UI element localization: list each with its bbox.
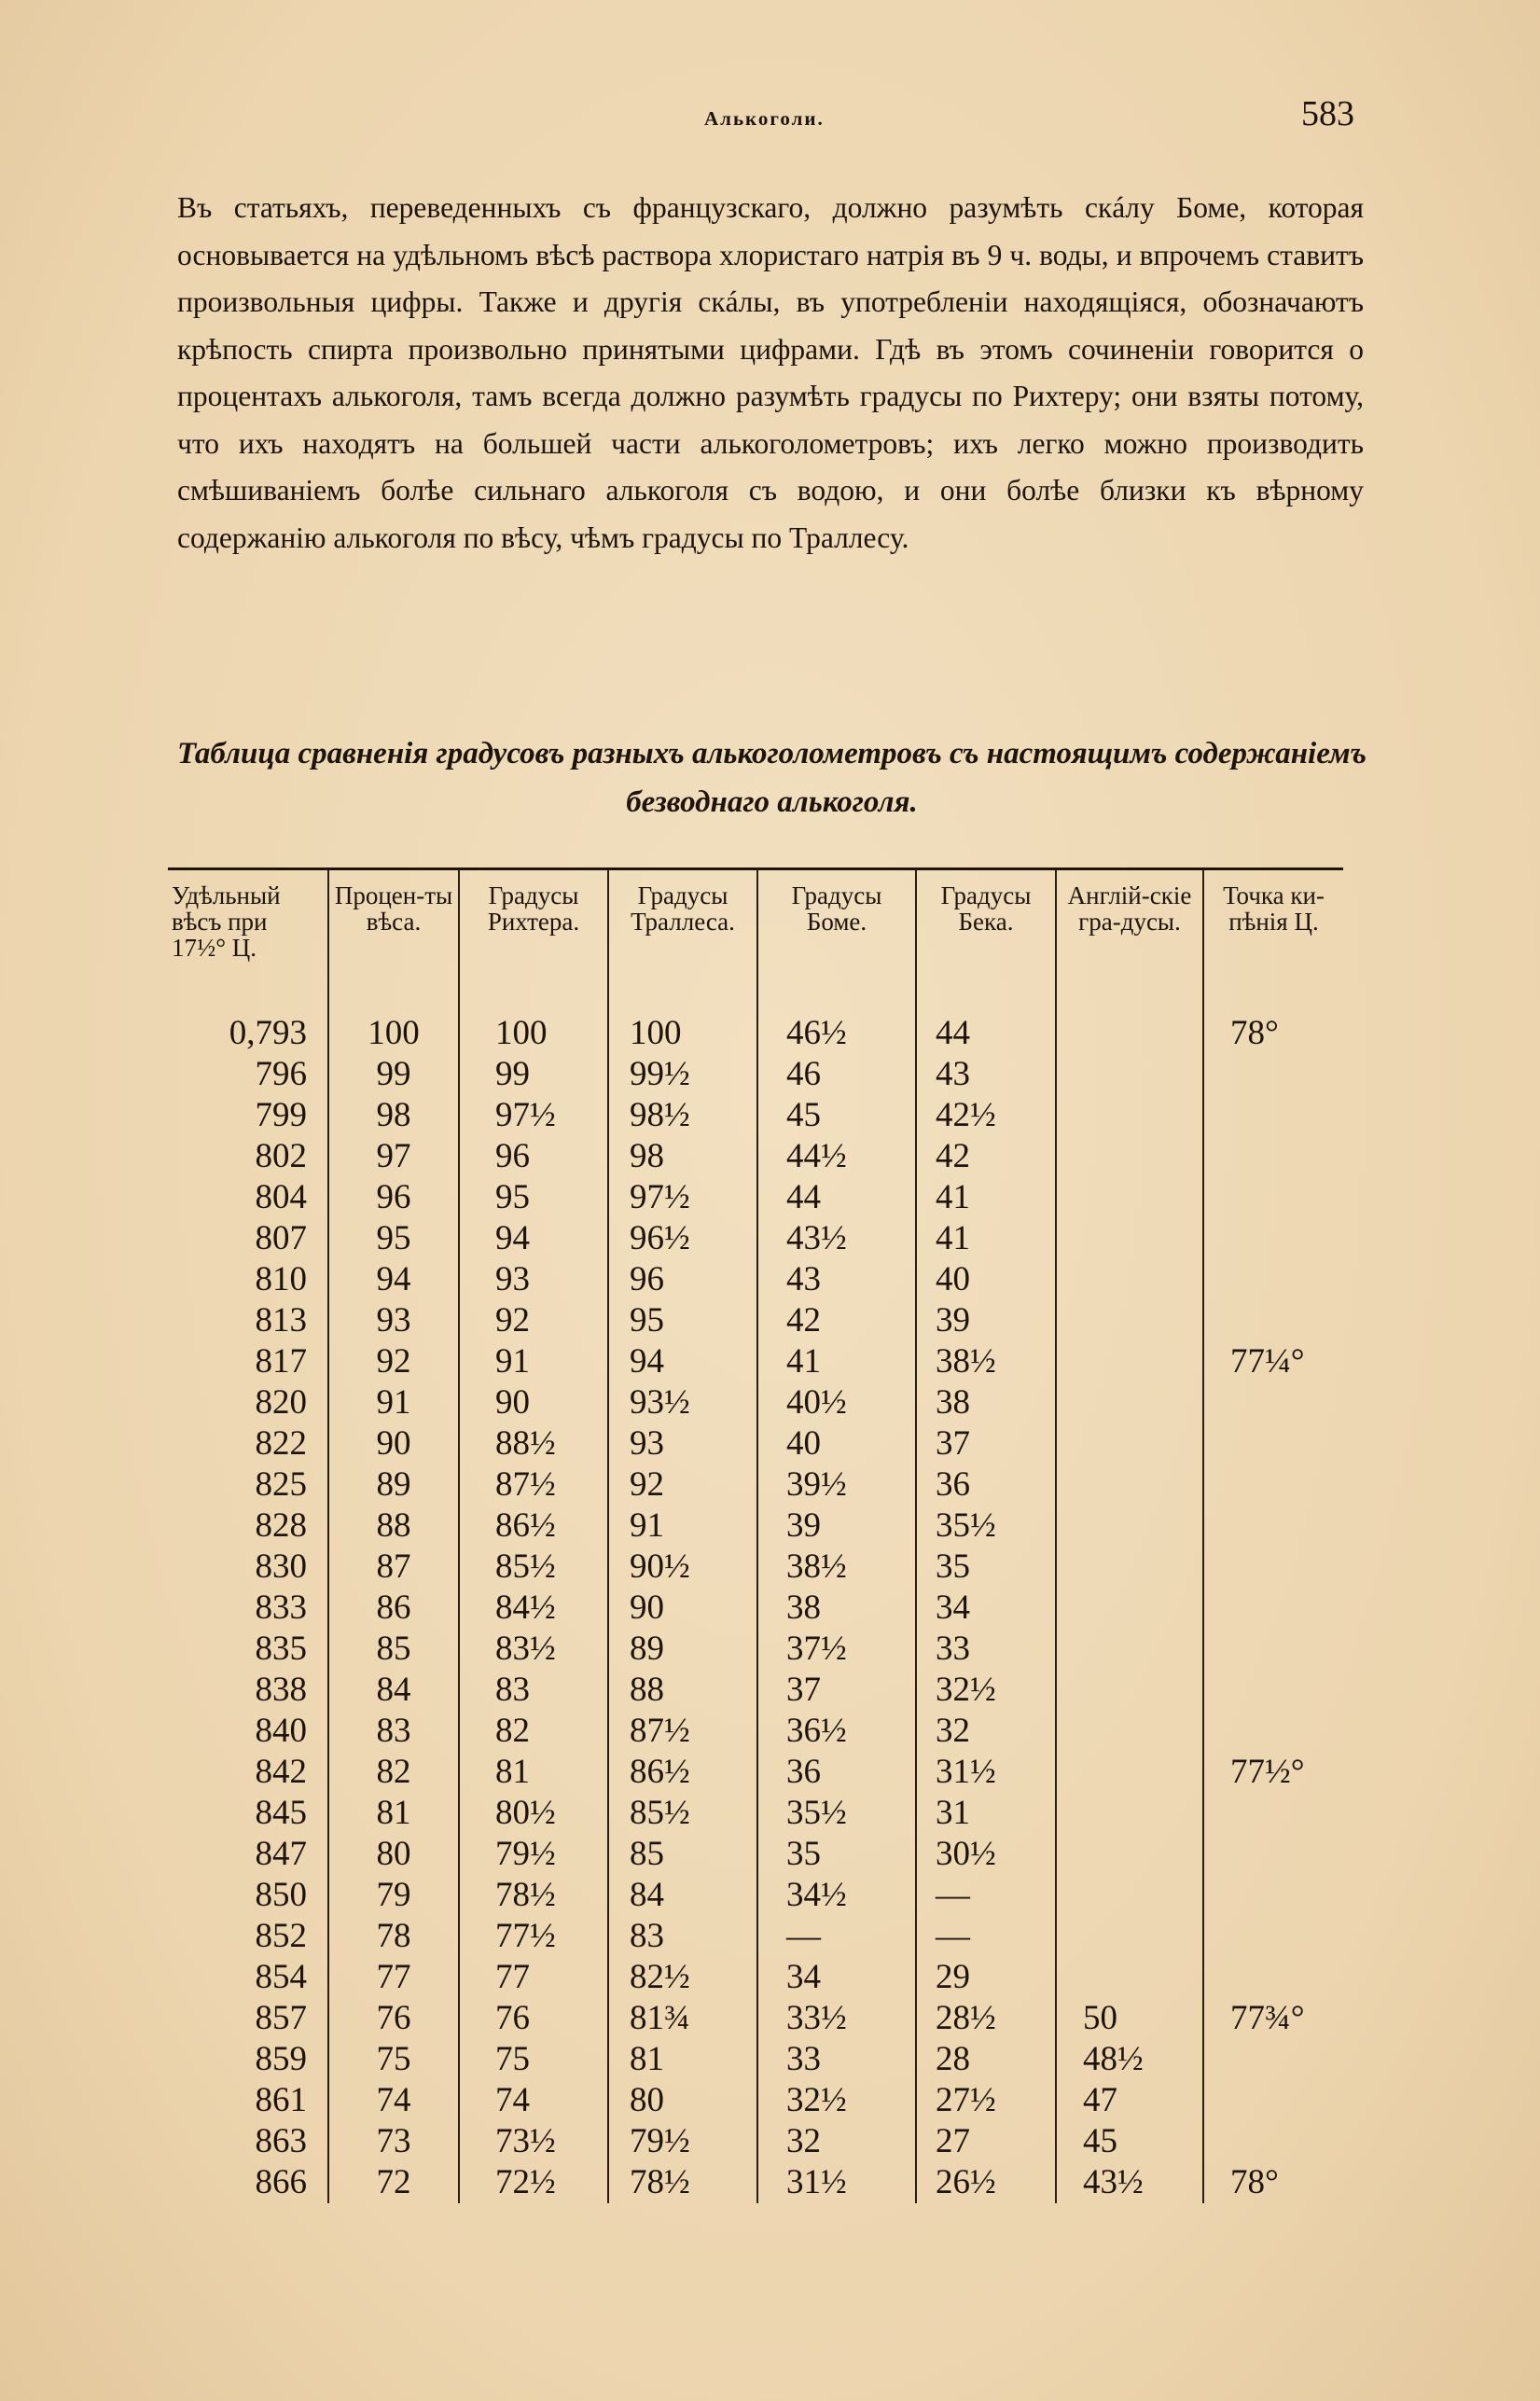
table-cell: 43 bbox=[916, 1054, 1056, 1095]
table-header-row bbox=[168, 869, 1343, 1013]
table-cell bbox=[1056, 1916, 1203, 1957]
table-cell: 866 bbox=[255, 2163, 307, 2201]
column-header: Градусы Боме. bbox=[757, 869, 916, 1013]
table-cell: 44 bbox=[916, 1013, 1056, 1054]
table-cell bbox=[1203, 2039, 1343, 2080]
table-cell: 32½ bbox=[916, 1670, 1056, 1711]
table-cell bbox=[1203, 1382, 1343, 1423]
table-cell: 28 bbox=[916, 2039, 1056, 2080]
table-cell: 46½ bbox=[757, 1013, 916, 1054]
table-cell: 77¼° bbox=[1203, 1341, 1343, 1382]
table-cell: 98 bbox=[608, 1136, 757, 1177]
table-row bbox=[168, 1629, 1343, 1670]
table-cell: 29 bbox=[916, 1957, 1056, 1998]
table-row bbox=[168, 2080, 1343, 2121]
table-cell: 85 bbox=[328, 1629, 459, 1670]
table-cell: 30½ bbox=[916, 1834, 1056, 1875]
table-cell: 48½ bbox=[1056, 2039, 1203, 2080]
table-cell: 33½ bbox=[757, 1998, 916, 2039]
table-cell: 38½ bbox=[757, 1547, 916, 1588]
table-cell: 87½ bbox=[459, 1464, 608, 1506]
table-cell: 90 bbox=[608, 1588, 757, 1629]
table-cell bbox=[1056, 1423, 1203, 1464]
table-cell bbox=[1056, 1629, 1203, 1670]
column-header: Градусы Рихтера. bbox=[459, 869, 608, 1013]
table-cell: 34½ bbox=[757, 1875, 916, 1916]
table-cell: 100 bbox=[608, 1013, 757, 1054]
table-cell: 822 bbox=[255, 1424, 307, 1463]
table-cell: 89 bbox=[328, 1464, 459, 1506]
column-header: Градусы Траллеса. bbox=[608, 869, 757, 1013]
table-cell: 45 bbox=[757, 1095, 916, 1136]
table-cell: 840 bbox=[255, 1712, 307, 1750]
table-cell: 97½ bbox=[459, 1095, 608, 1136]
table-cell: 43½ bbox=[1056, 2162, 1203, 2203]
table-cell: 852 bbox=[255, 1917, 307, 1955]
table-cell bbox=[1056, 1382, 1203, 1423]
table-row bbox=[168, 1752, 1343, 1793]
table-cell: 77½ bbox=[459, 1916, 608, 1957]
table-cell: 35 bbox=[757, 1834, 916, 1875]
table-cell: 76 bbox=[459, 1998, 608, 2039]
table-cell bbox=[1203, 1054, 1343, 1095]
table-row bbox=[168, 1711, 1343, 1752]
table-cell: 80 bbox=[328, 1834, 459, 1875]
table-cell: 94 bbox=[459, 1218, 608, 1259]
table-cell bbox=[1056, 1464, 1203, 1506]
table-cell: 93 bbox=[608, 1423, 757, 1464]
table-cell: 95 bbox=[459, 1177, 608, 1218]
table-caption: Таблица сравненія градусовъ разныхъ алькоголометровъ съ настоящимъ содержаніемъ безводнаго алькоголя. bbox=[176, 737, 1367, 819]
table-cell: 38 bbox=[757, 1588, 916, 1629]
table-cell: 91 bbox=[328, 1382, 459, 1423]
table-cell: 92 bbox=[608, 1464, 757, 1506]
table-cell: 47 bbox=[1056, 2080, 1203, 2121]
table-row bbox=[168, 1341, 1343, 1382]
table-cell: 77¾° bbox=[1203, 1998, 1343, 2039]
table-cell: 42½ bbox=[916, 1095, 1056, 1136]
table-cell: 807 bbox=[255, 1219, 307, 1257]
table-cell bbox=[1056, 1506, 1203, 1547]
table-cell: 90 bbox=[328, 1423, 459, 1464]
table-cell bbox=[1056, 1136, 1203, 1177]
table-cell: 50 bbox=[1056, 1998, 1203, 2039]
table-cell: 825 bbox=[255, 1465, 307, 1504]
table-cell: 34 bbox=[916, 1588, 1056, 1629]
table-cell: 77 bbox=[328, 1957, 459, 1998]
table-cell: 83 bbox=[328, 1711, 459, 1752]
table-cell: 80 bbox=[608, 2080, 757, 2121]
comparison-table bbox=[168, 869, 1343, 2222]
table-cell: 78° bbox=[1203, 1013, 1343, 1054]
table-cell: 33 bbox=[757, 2039, 916, 2080]
table-cell: 86 bbox=[328, 1588, 459, 1629]
table-cell: 0,793 bbox=[229, 1014, 307, 1052]
table-cell: 32½ bbox=[757, 2080, 916, 2121]
table-cell: 100 bbox=[459, 1013, 608, 1054]
table-body bbox=[168, 1013, 1343, 2203]
table-cell: 88 bbox=[608, 1670, 757, 1711]
table-cell: 38 bbox=[916, 1382, 1056, 1423]
table-cell: 87½ bbox=[608, 1711, 757, 1752]
table-cell: 44½ bbox=[757, 1136, 916, 1177]
table-cell bbox=[1056, 1711, 1203, 1752]
table-cell bbox=[1056, 1259, 1203, 1300]
table-cell: 39 bbox=[757, 1506, 916, 1547]
table-cell: 97 bbox=[328, 1136, 459, 1177]
table-cell bbox=[1056, 1588, 1203, 1629]
table-row bbox=[168, 1547, 1343, 1588]
table-cell bbox=[1056, 1957, 1203, 1998]
table-cell bbox=[1056, 1341, 1203, 1382]
table-cell: 81¾ bbox=[608, 1998, 757, 2039]
table-row bbox=[168, 2121, 1343, 2162]
table-cell: 90½ bbox=[608, 1547, 757, 1588]
table-cell: 45 bbox=[1056, 2121, 1203, 2162]
table-cell: 96 bbox=[459, 1136, 608, 1177]
table-cell bbox=[1203, 1259, 1343, 1300]
table-cell bbox=[1056, 1218, 1203, 1259]
table-cell: 95 bbox=[328, 1218, 459, 1259]
table-cell: 39 bbox=[916, 1300, 1056, 1341]
table-cell bbox=[1056, 1793, 1203, 1834]
table-cell bbox=[1203, 1177, 1343, 1218]
table-cell: 32 bbox=[757, 2121, 916, 2162]
table-cell bbox=[1056, 1752, 1203, 1793]
table-row bbox=[168, 1916, 1343, 1957]
table-cell: 94 bbox=[328, 1259, 459, 1300]
table-cell: 35½ bbox=[757, 1793, 916, 1834]
table-cell: 817 bbox=[255, 1342, 307, 1381]
table-cell bbox=[1056, 1834, 1203, 1875]
table-cell: 81 bbox=[328, 1793, 459, 1834]
table-cell: 27 bbox=[916, 2121, 1056, 2162]
table-cell: 42 bbox=[916, 1136, 1056, 1177]
table-cell: 31½ bbox=[757, 2162, 916, 2203]
table-cell bbox=[1203, 2121, 1343, 2162]
table-cell: 833 bbox=[255, 1589, 307, 1627]
table-cell: — bbox=[757, 1916, 916, 1957]
body-paragraph bbox=[177, 185, 1364, 562]
paragraph-text: Въ статьяхъ, переведенныхъ съ французскаго, должно разумѣть скáлу Боме, которая основывается на удѣльномъ вѣсѣ раствора хлористаго натрія въ 9 ч. воды, и впрочемъ ставитъ произвольныя цифры. Также и другія скáлы, въ употребленіи находящіяся, обозначаютъ крѣпость спирта произвольно принятыми цифрами. Гдѣ въ этомъ сочиненіи говорится о процентахъ алькоголя, тамъ всегда должно разумѣть градусы по Рихтеру; они взяты потому, что ихъ находятъ на большей части алькоголометровъ; ихъ легко можно производить смѣшиваніемъ болѣе сильнаго алькоголя съ водою, и они болѣе близки къ вѣрному содержанію алькоголя по вѣсу, чѣмъ градусы по Траллесу. bbox=[177, 191, 1364, 554]
table-cell: 79½ bbox=[459, 1834, 608, 1875]
table-cell: 96 bbox=[328, 1177, 459, 1218]
table-row bbox=[168, 1588, 1343, 1629]
table-cell: — bbox=[916, 1875, 1056, 1916]
table-row bbox=[168, 2162, 1343, 2203]
table-cell: 46 bbox=[757, 1054, 916, 1095]
table-cell: 80½ bbox=[459, 1793, 608, 1834]
table-row bbox=[168, 1506, 1343, 1547]
table-cell: 861 bbox=[255, 2081, 307, 2119]
table-cell: 79½ bbox=[608, 2121, 757, 2162]
page-number: 583 bbox=[1301, 94, 1354, 133]
table-row bbox=[168, 1670, 1343, 1711]
table-cell: 36 bbox=[916, 1464, 1056, 1506]
table-row bbox=[168, 1793, 1343, 1834]
table-cell bbox=[1056, 1300, 1203, 1341]
table-row bbox=[168, 2039, 1343, 2080]
table-cell: 82½ bbox=[608, 1957, 757, 1998]
column-header: Градусы Бека. bbox=[916, 869, 1056, 1013]
table-cell: 78° bbox=[1203, 2162, 1343, 2203]
table-cell: 74 bbox=[459, 2080, 608, 2121]
table-cell: 32 bbox=[916, 1711, 1056, 1752]
table-cell: 828 bbox=[255, 1506, 307, 1545]
table-cell: 75 bbox=[328, 2039, 459, 2080]
table-cell: 835 bbox=[255, 1630, 307, 1668]
table-cell: 99½ bbox=[608, 1054, 757, 1095]
table-cell: 84 bbox=[608, 1875, 757, 1916]
table-cell bbox=[1056, 1013, 1203, 1054]
table-cell: 83 bbox=[608, 1916, 757, 1957]
table-cell: 39½ bbox=[757, 1464, 916, 1506]
table-cell: 41 bbox=[916, 1177, 1056, 1218]
table-cell: 813 bbox=[255, 1301, 307, 1339]
table-cell bbox=[1203, 2080, 1343, 2121]
table-cell: 42 bbox=[757, 1300, 916, 1341]
table-cell: 41 bbox=[916, 1218, 1056, 1259]
table-cell bbox=[1203, 1834, 1343, 1875]
table-cell: 33 bbox=[916, 1629, 1056, 1670]
table-cell: 86½ bbox=[459, 1506, 608, 1547]
table-row bbox=[168, 1300, 1343, 1341]
table-cell bbox=[1056, 1177, 1203, 1218]
table-cell: 99 bbox=[459, 1054, 608, 1095]
table-row bbox=[168, 1875, 1343, 1916]
table-cell: 84 bbox=[328, 1670, 459, 1711]
table-row bbox=[168, 1423, 1343, 1464]
column-header: Удѣльный вѣсъ при 17½° Ц. bbox=[172, 881, 281, 962]
column-header: Процен-ты вѣса. bbox=[328, 869, 459, 1013]
table-row bbox=[168, 1998, 1343, 2039]
table-cell: 98 bbox=[328, 1095, 459, 1136]
table-cell: 74 bbox=[328, 2080, 459, 2121]
table-cell: 37 bbox=[916, 1423, 1056, 1464]
table-cell: 40 bbox=[757, 1423, 916, 1464]
table-cell: 41 bbox=[757, 1341, 916, 1382]
table-cell: 26½ bbox=[916, 2162, 1056, 2203]
table-cell: 92 bbox=[459, 1300, 608, 1341]
table-cell: 37 bbox=[757, 1670, 916, 1711]
table-cell: 93 bbox=[328, 1300, 459, 1341]
table-cell: 35 bbox=[916, 1547, 1056, 1588]
table-cell: 27½ bbox=[916, 2080, 1056, 2121]
table-cell bbox=[1203, 1670, 1343, 1711]
table-row bbox=[168, 1013, 1343, 1054]
table-cell: 820 bbox=[255, 1383, 307, 1422]
table-cell bbox=[1056, 1670, 1203, 1711]
table-cell bbox=[1056, 1875, 1203, 1916]
table-cell: 76 bbox=[328, 1998, 459, 2039]
table-cell: 73 bbox=[328, 2121, 459, 2162]
table-cell bbox=[1203, 1711, 1343, 1752]
table-cell bbox=[1203, 1916, 1343, 1957]
table-cell: 78½ bbox=[608, 2162, 757, 2203]
table-cell: 78½ bbox=[459, 1875, 608, 1916]
table-cell: 91 bbox=[608, 1506, 757, 1547]
table-cell: 37½ bbox=[757, 1629, 916, 1670]
table-cell: 845 bbox=[255, 1794, 307, 1832]
table-row bbox=[168, 1054, 1343, 1095]
table-cell: 830 bbox=[255, 1547, 307, 1586]
table-cell: 43 bbox=[757, 1259, 916, 1300]
table-cell: 72½ bbox=[459, 2162, 608, 2203]
table-cell: 73½ bbox=[459, 2121, 608, 2162]
table-cell: 85½ bbox=[459, 1547, 608, 1588]
running-head: Алькоголи. bbox=[704, 107, 825, 130]
table-cell bbox=[1203, 1793, 1343, 1834]
table-cell: 96 bbox=[608, 1259, 757, 1300]
table-cell: 92 bbox=[328, 1341, 459, 1382]
table-cell: 97½ bbox=[608, 1177, 757, 1218]
table-cell bbox=[1203, 1875, 1343, 1916]
table-cell: 94 bbox=[608, 1341, 757, 1382]
table-cell: 84½ bbox=[459, 1588, 608, 1629]
table-cell: 31½ bbox=[916, 1752, 1056, 1793]
table-row bbox=[168, 1382, 1343, 1423]
table-cell: 86½ bbox=[608, 1752, 757, 1793]
table-cell bbox=[1056, 1547, 1203, 1588]
table-cell: 850 bbox=[255, 1876, 307, 1914]
table-cell bbox=[1203, 1547, 1343, 1588]
table-cell: 81 bbox=[459, 1752, 608, 1793]
alcoholometer-table bbox=[168, 869, 1343, 2203]
table-cell: 82 bbox=[459, 1711, 608, 1752]
table-cell: 796 bbox=[255, 1055, 307, 1093]
table-cell: 77½° bbox=[1203, 1752, 1343, 1793]
table-cell bbox=[1203, 1629, 1343, 1670]
table-cell: 44 bbox=[757, 1177, 916, 1218]
table-cell bbox=[1056, 1054, 1203, 1095]
table-cell: 89 bbox=[608, 1629, 757, 1670]
table-row bbox=[168, 1464, 1343, 1506]
table-cell: 34 bbox=[757, 1957, 916, 1998]
table-cell: 804 bbox=[255, 1178, 307, 1216]
table-cell: 85½ bbox=[608, 1793, 757, 1834]
page-header bbox=[0, 89, 1540, 145]
table-cell: 98½ bbox=[608, 1095, 757, 1136]
table-cell: 859 bbox=[255, 2040, 307, 2078]
table-cell: 38½ bbox=[916, 1341, 1056, 1382]
table-cell: 43½ bbox=[757, 1218, 916, 1259]
table-cell bbox=[1203, 1095, 1343, 1136]
table-cell: 75 bbox=[459, 2039, 608, 2080]
table-cell: 93½ bbox=[608, 1382, 757, 1423]
table-cell bbox=[1203, 1136, 1343, 1177]
table-cell: 93 bbox=[459, 1259, 608, 1300]
table-cell: 857 bbox=[255, 1999, 307, 2037]
table-cell bbox=[1203, 1218, 1343, 1259]
table-row bbox=[168, 1095, 1343, 1136]
table-cell: 802 bbox=[255, 1137, 307, 1175]
table-cell bbox=[1203, 1957, 1343, 1998]
table-cell: 79 bbox=[328, 1875, 459, 1916]
table-row bbox=[168, 1957, 1343, 1998]
table-cell: — bbox=[916, 1916, 1056, 1957]
table-cell: 99 bbox=[328, 1054, 459, 1095]
table-cell: 90 bbox=[459, 1382, 608, 1423]
table-cell: 838 bbox=[255, 1671, 307, 1709]
table-cell bbox=[1203, 1423, 1343, 1464]
table-cell bbox=[1056, 1095, 1203, 1136]
table-cell: 83 bbox=[459, 1670, 608, 1711]
table-row bbox=[168, 1834, 1343, 1875]
table-row bbox=[168, 1177, 1343, 1218]
table-cell: 28½ bbox=[916, 1998, 1056, 2039]
table-row bbox=[168, 1259, 1343, 1300]
table-cell: 91 bbox=[459, 1341, 608, 1382]
table-cell: 31 bbox=[916, 1793, 1056, 1834]
table-cell: 83½ bbox=[459, 1629, 608, 1670]
table-cell: 842 bbox=[255, 1753, 307, 1791]
table-cell: 810 bbox=[255, 1260, 307, 1298]
table-cell bbox=[1203, 1464, 1343, 1506]
table-cell: 88½ bbox=[459, 1423, 608, 1464]
table-cell bbox=[1203, 1506, 1343, 1547]
table-cell: 35½ bbox=[916, 1506, 1056, 1547]
table-cell: 85 bbox=[608, 1834, 757, 1875]
table-row bbox=[168, 1136, 1343, 1177]
table-cell: 854 bbox=[255, 1958, 307, 1996]
table-cell: 96½ bbox=[608, 1218, 757, 1259]
table-cell: 40½ bbox=[757, 1382, 916, 1423]
table-cell: 100 bbox=[328, 1013, 459, 1054]
table-cell: 36½ bbox=[757, 1711, 916, 1752]
table-cell: 40 bbox=[916, 1259, 1056, 1300]
table-cell: 799 bbox=[255, 1096, 307, 1134]
table-cell: 72 bbox=[328, 2162, 459, 2203]
table-cell: 77 bbox=[459, 1957, 608, 1998]
table-cell: 36 bbox=[757, 1752, 916, 1793]
table-cell: 88 bbox=[328, 1506, 459, 1547]
table-cell: 81 bbox=[608, 2039, 757, 2080]
table-cell: 863 bbox=[255, 2122, 307, 2160]
table-cell: 95 bbox=[608, 1300, 757, 1341]
table-cell: 78 bbox=[328, 1916, 459, 1957]
table-cell bbox=[1203, 1300, 1343, 1341]
table-cell: 847 bbox=[255, 1835, 307, 1873]
table-cell: 82 bbox=[328, 1752, 459, 1793]
table-cell bbox=[1203, 1588, 1343, 1629]
column-header: Англій-скіе гра-дусы. bbox=[1056, 869, 1203, 1013]
table-row bbox=[168, 1218, 1343, 1259]
column-header: Точка ки-пѣнія Ц. bbox=[1203, 869, 1343, 1013]
table-cell: 87 bbox=[328, 1547, 459, 1588]
